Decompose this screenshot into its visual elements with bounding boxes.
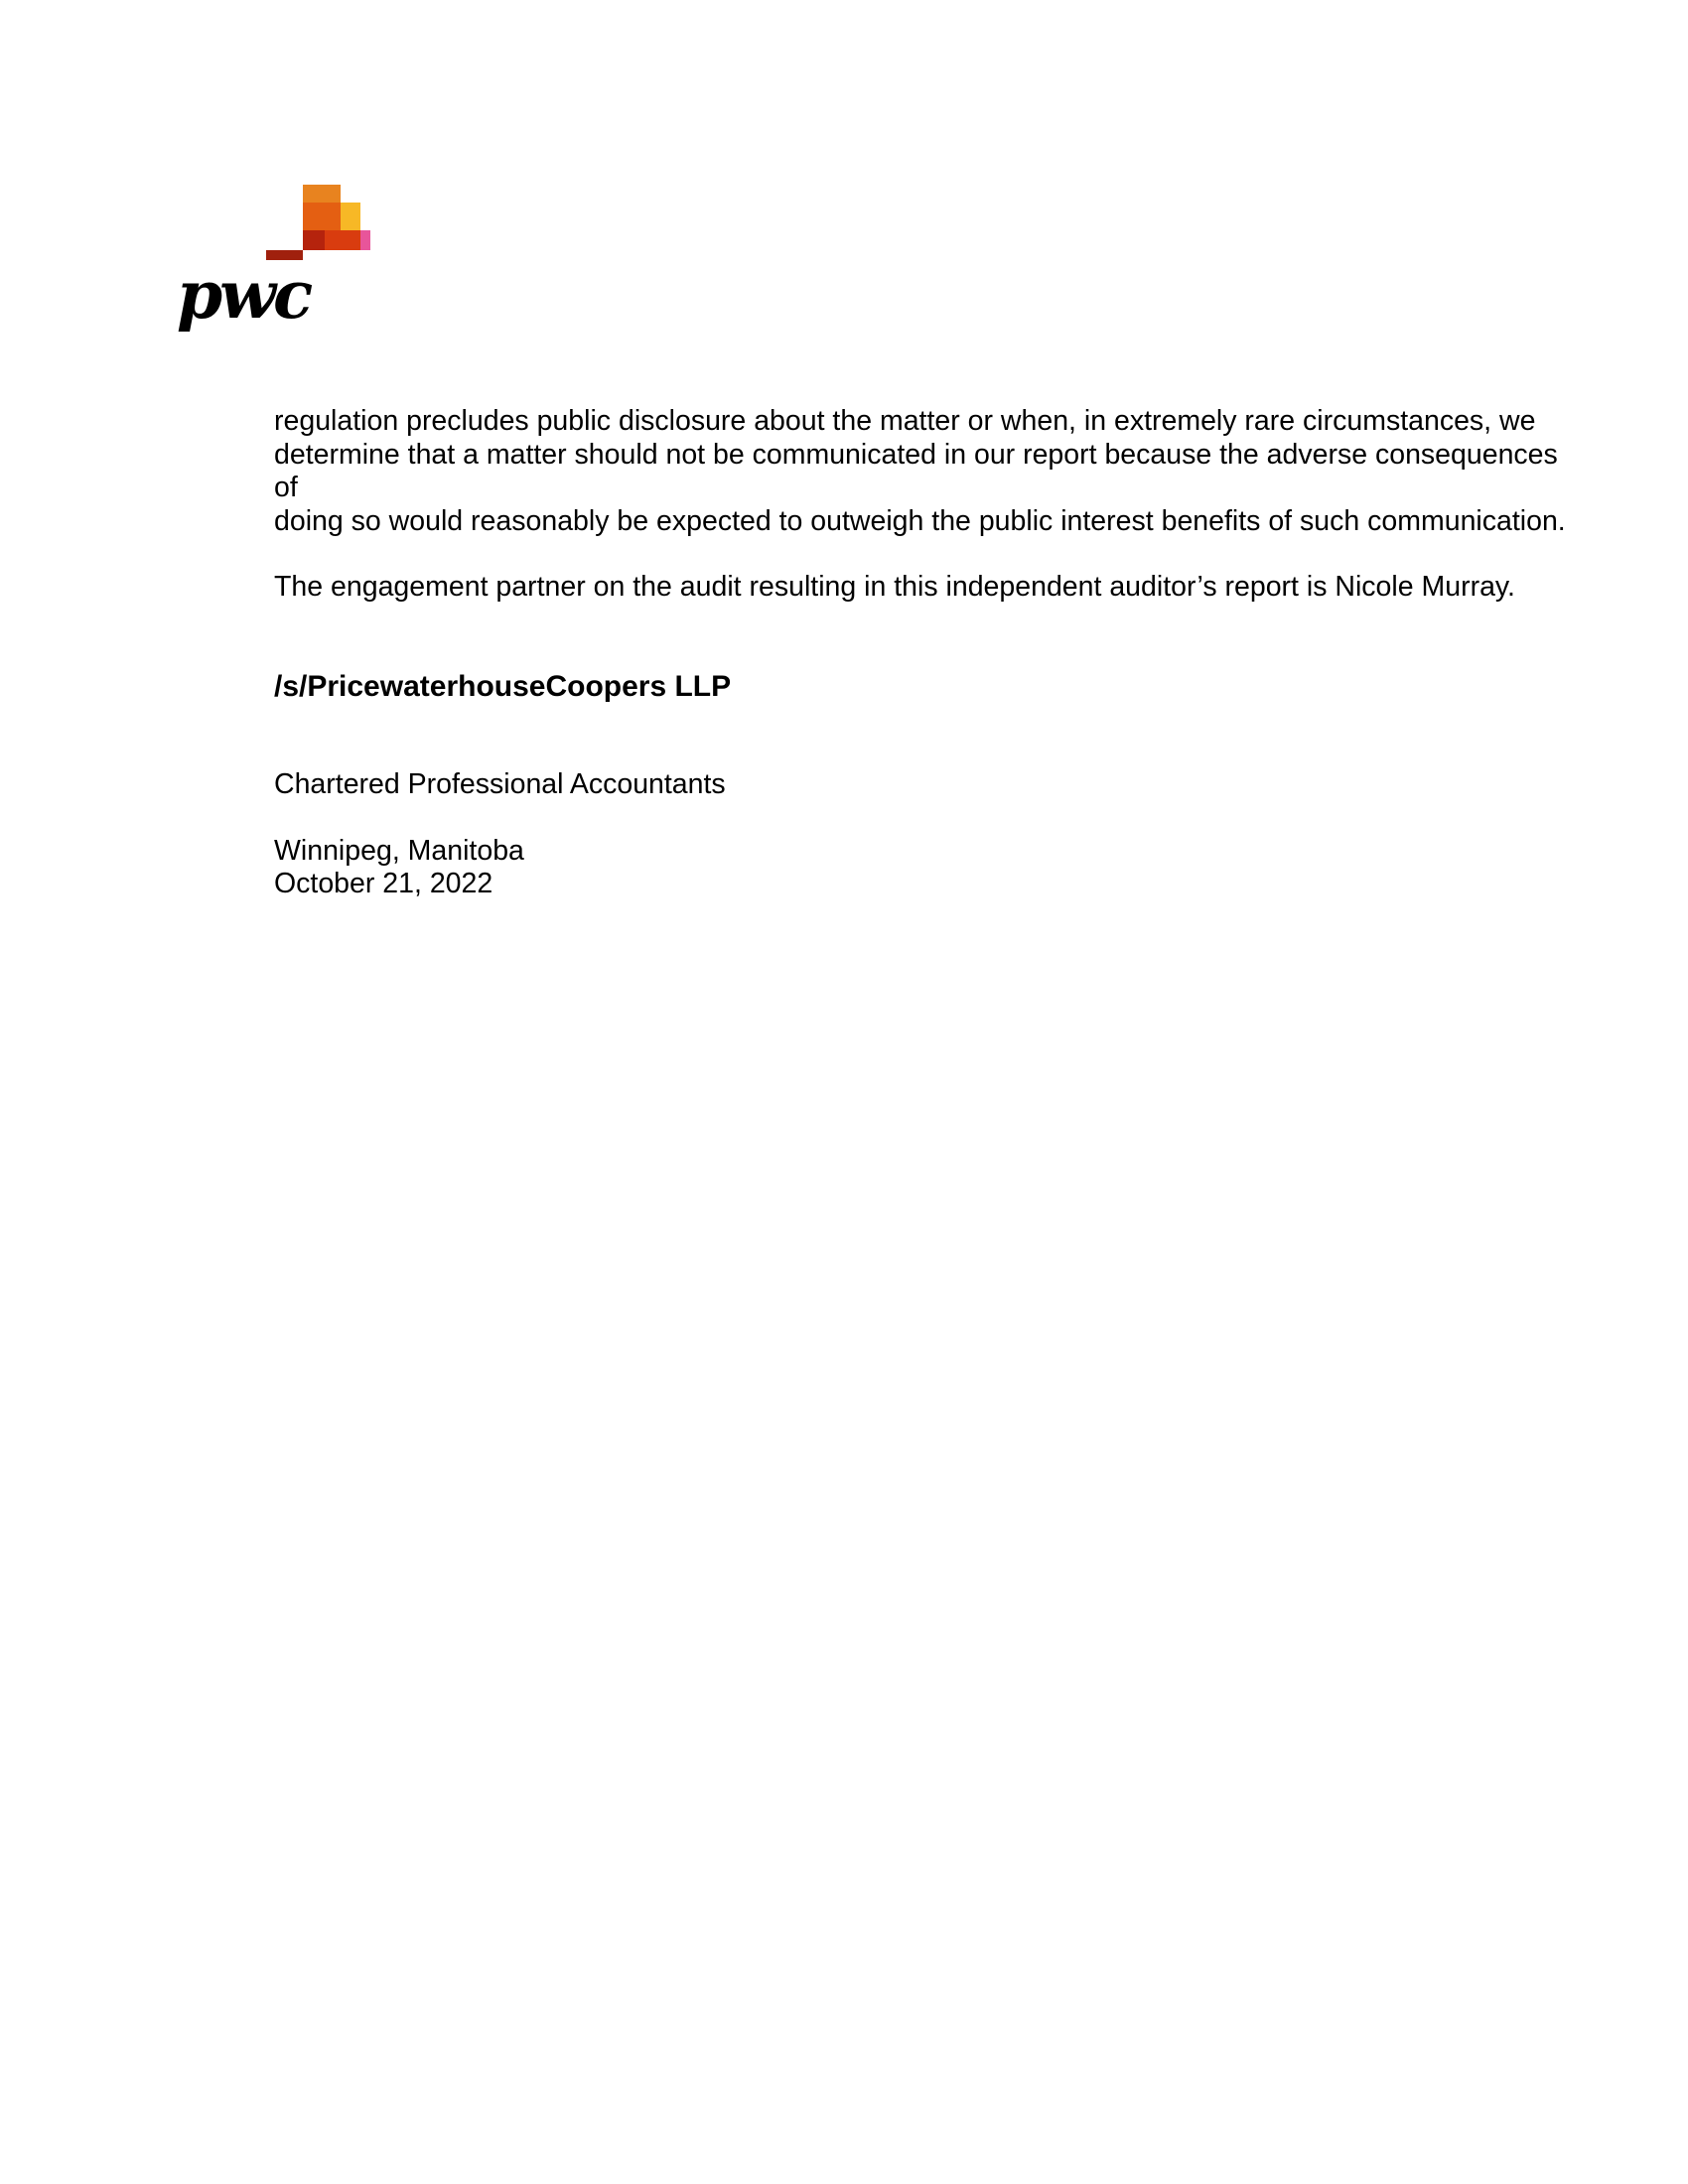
logo-block-top	[303, 185, 341, 203]
logo-block-lower-dark	[303, 230, 325, 250]
logo-block-middle	[303, 203, 341, 230]
firm-signature: /s/PricewaterhouseCoopers LLP	[274, 669, 732, 703]
report-location: Winnipeg, Manitoba	[274, 834, 524, 867]
logo-underline	[266, 250, 303, 260]
pwc-logo-mark-icon	[177, 185, 380, 264]
pwc-logo	[177, 185, 380, 343]
continuation-paragraph: regulation precludes public disclosure about the matter or when, in extremely rare circumstances, we determine that a matter should not be communicated in our report because the adverse consequences of doing so would reasonably be expected to outweigh the public interest benefits of such communication.	[274, 405, 1566, 537]
report-date: October 21, 2022	[274, 868, 493, 899]
pwc-wordmark	[177, 266, 336, 343]
pwc-wordmark-text: pwc	[177, 266, 311, 334]
logo-block-pink	[360, 230, 370, 250]
firm-designation: Chartered Professional Accountants	[274, 768, 726, 800]
auditor-report-page	[274, 405, 1575, 901]
engagement-partner-statement: The engagement partner on the audit resulting in this independent auditor’s report is Nicole Murray.	[274, 571, 1515, 603]
logo-block-top-right	[341, 203, 360, 230]
